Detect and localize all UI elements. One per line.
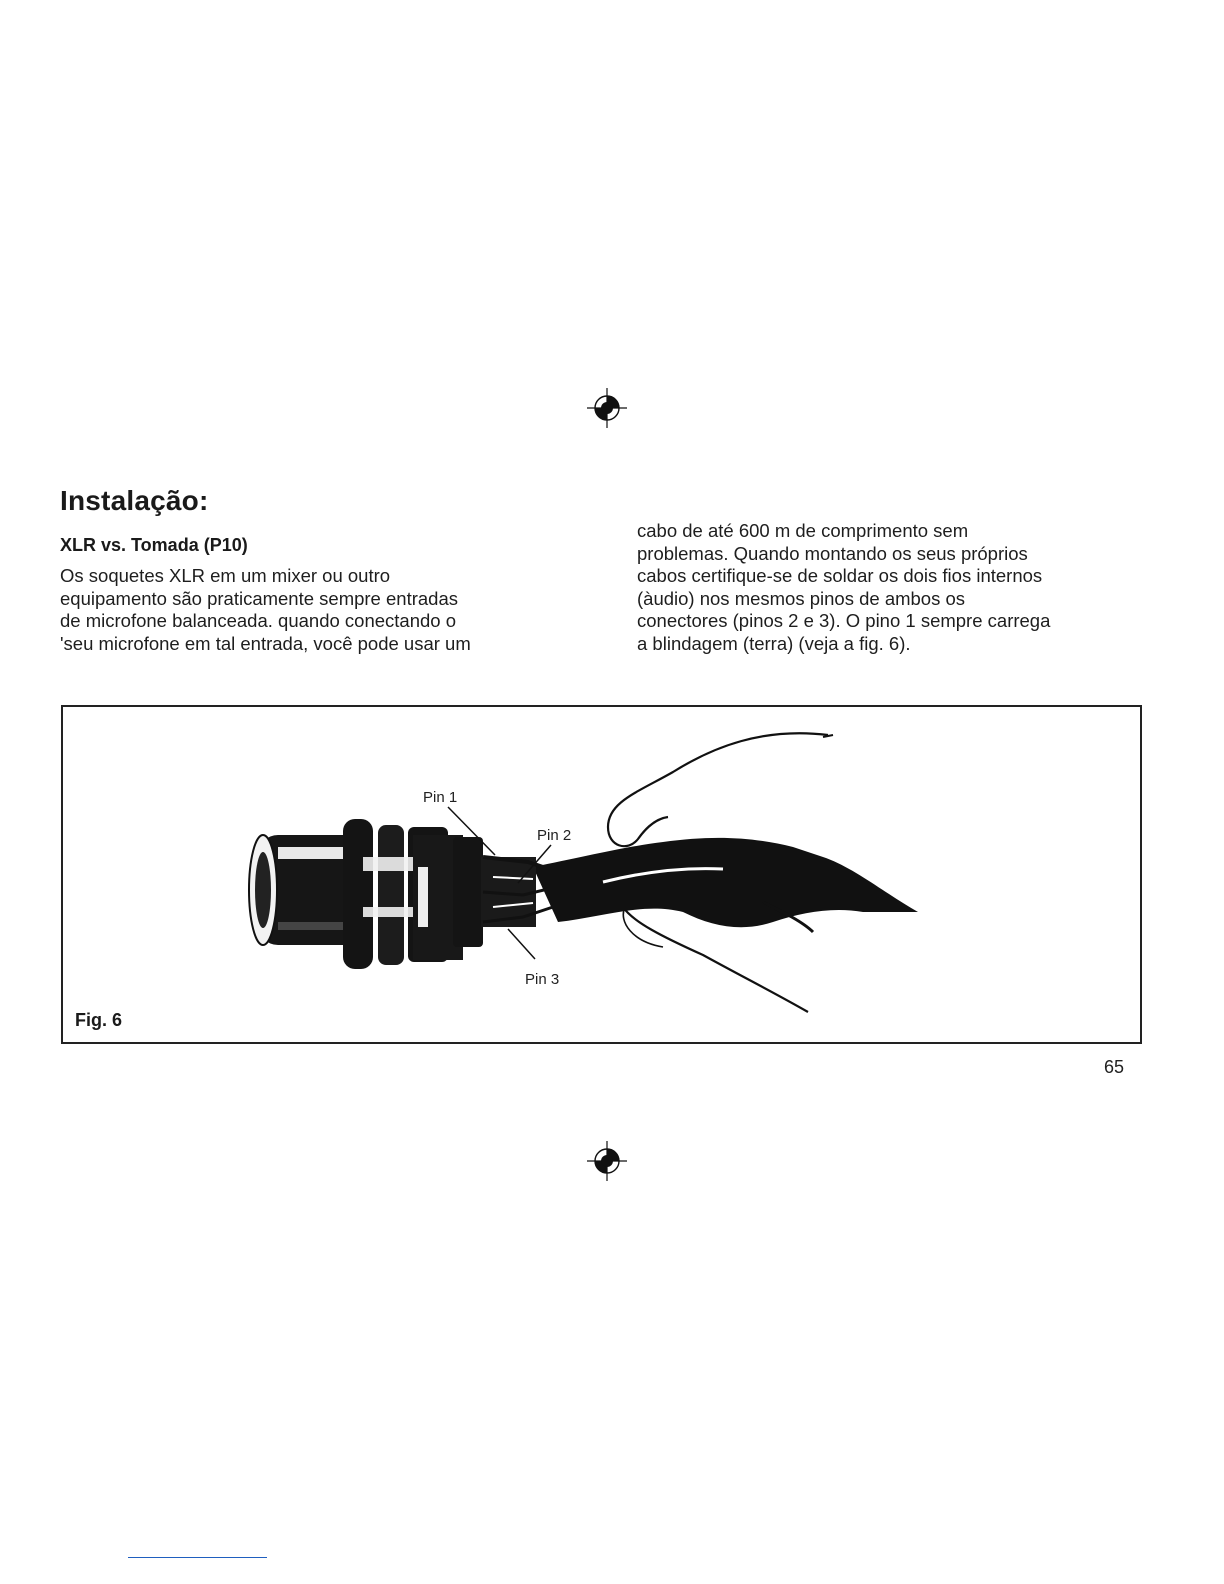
page-number: 65 — [1104, 1057, 1125, 1077]
text-line: problemas. Quando montando os seus próprios — [637, 542, 1028, 564]
right-column-text — [637, 520, 1050, 655]
page-title: Instalação: — [60, 485, 209, 516]
text-line: de microfone balanceada. quando conectando o — [60, 610, 456, 631]
section-subtitle: XLR vs. Tomada (P10) — [60, 535, 248, 555]
text-line: (àudio) nos mesmos pinos de ambos os — [637, 587, 966, 609]
text-line: Os soquetes XLR em um mixer ou outro — [60, 565, 391, 586]
registration-mark-icon — [587, 388, 627, 428]
figure-6 — [61, 705, 1142, 1044]
text-line: a blindagem (terra) (veja a fig. 6). — [637, 632, 911, 654]
text-line: cabo de até 600 m de comprimento sem — [637, 520, 969, 541]
xlr-connector-illustration — [63, 707, 1140, 1042]
pin-3-label: Pin 3 — [525, 971, 560, 988]
figure-caption: Fig. 6 — [75, 1010, 123, 1030]
left-column-text — [60, 565, 471, 655]
registration-mark-icon — [587, 1141, 627, 1181]
text-line: cabos certifique-se de soldar os dois fios internos — [637, 565, 1043, 586]
text-line: equipamento são praticamente sempre entradas — [60, 587, 458, 609]
text-line: conectores (pinos 2 e 3). O pino 1 sempre carrega — [637, 610, 1051, 631]
pin-2-label: Pin 2 — [537, 827, 572, 844]
text-line: 'seu microfone em tal entrada, você pode usar um — [60, 632, 471, 654]
footer-rule — [128, 1557, 267, 1558]
pin-1-label: Pin 1 — [423, 789, 458, 806]
